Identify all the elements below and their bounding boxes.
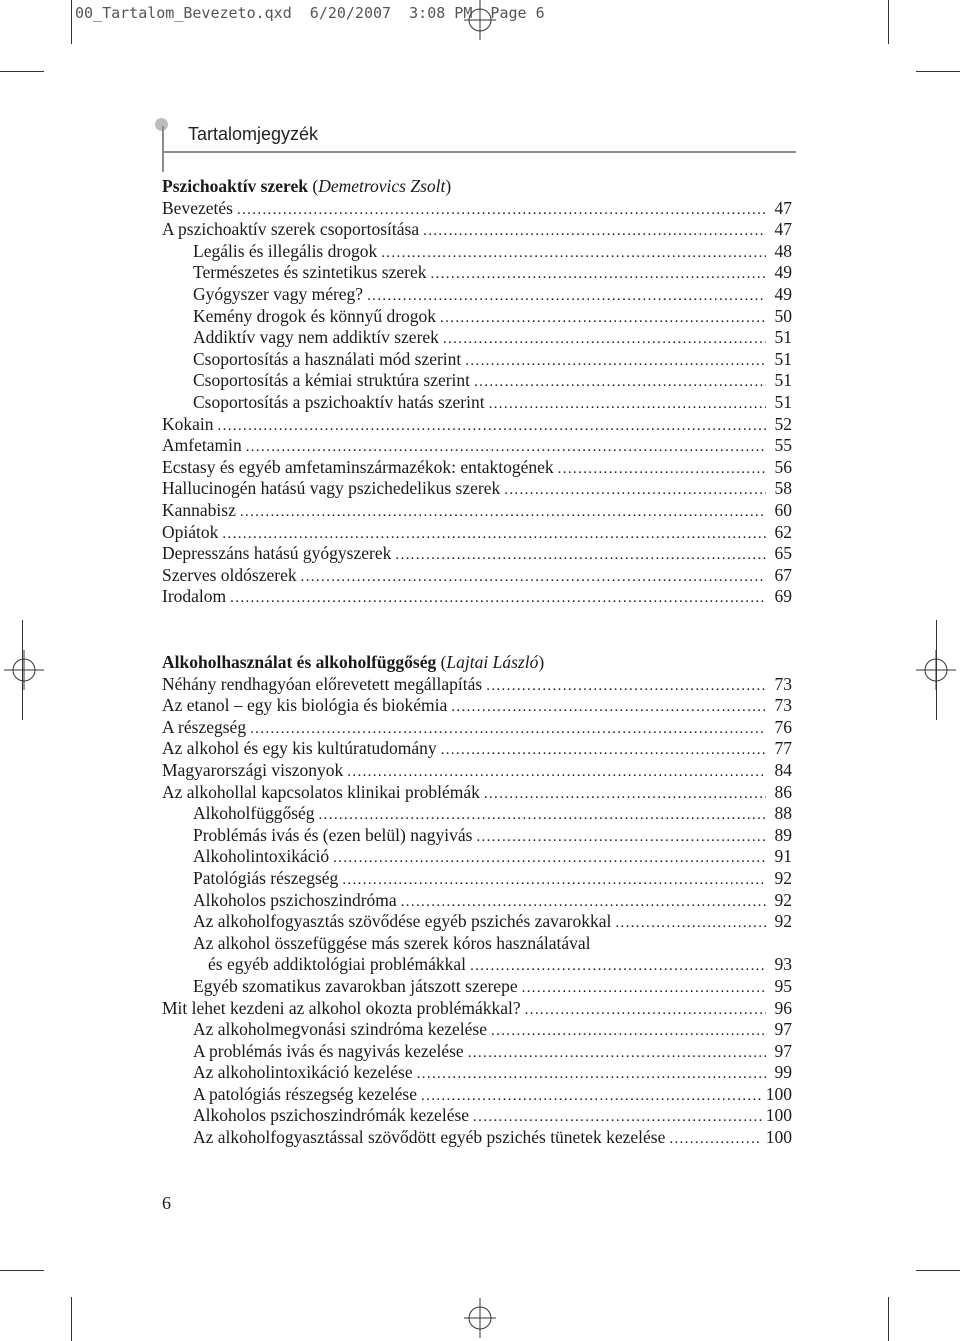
dot-leader — [473, 1107, 762, 1129]
toc-entry-page: 93 — [774, 954, 792, 975]
dot-leader — [417, 1064, 766, 1086]
toc-entry-page: 97 — [774, 1040, 792, 1061]
toc-entry[interactable] — [162, 1019, 792, 1041]
toc-entry[interactable] — [162, 782, 792, 804]
toc-entry-title: Kannabisz — [162, 499, 236, 520]
dot-leader — [470, 956, 766, 978]
dot-leader — [301, 567, 766, 589]
toc-entry-title: Alkoholos pszichoszindrómák kezelése — [193, 1105, 470, 1126]
toc-entry[interactable] — [162, 976, 792, 998]
crop-mark — [888, 1297, 889, 1341]
toc-entry[interactable] — [162, 392, 792, 414]
toc-entry-page: 100 — [765, 1105, 792, 1126]
toc-entry-page: 55 — [774, 435, 792, 456]
toc-entry-page: 52 — [774, 413, 792, 434]
toc-entry-title: Mit lehet kezdeni az alkohol okozta problémákkal? — [162, 997, 521, 1018]
toc-entry-page: 49 — [774, 283, 792, 304]
toc-entry-page: 65 — [774, 543, 792, 564]
toc-entry-title: Természetes és szintetikus szerek — [193, 262, 427, 283]
toc-entry-page: 100 — [765, 1127, 792, 1148]
crop-mark — [71, 1297, 72, 1341]
dot-leader — [430, 264, 766, 286]
toc-entry[interactable] — [162, 327, 792, 349]
toc-entry[interactable] — [162, 890, 792, 912]
toc-entry[interactable] — [162, 717, 792, 739]
toc-entry-title: Az alkohol és egy kis kultúratudomány — [162, 738, 437, 759]
toc-entry[interactable] — [162, 738, 792, 760]
dot-leader — [486, 676, 766, 698]
toc-entry-title: Az alkoholfogyasztás szövődése egyéb pszichés zavarokkal — [193, 911, 612, 932]
toc-entry-page: 86 — [774, 781, 792, 802]
dot-leader — [367, 286, 766, 308]
toc-entry-page: 84 — [774, 759, 792, 780]
dot-leader — [522, 978, 766, 1000]
toc-entry[interactable] — [162, 522, 792, 544]
toc-entry-page: 67 — [774, 564, 792, 585]
toc-entry-title: Az alkoholfogyasztással szövődött egyéb pszichés tünetek kezelése — [193, 1127, 666, 1148]
toc-entry-page: 92 — [774, 867, 792, 888]
toc-entry[interactable] — [162, 1062, 792, 1084]
toc-entry[interactable] — [162, 1041, 792, 1063]
toc-entry-page: 95 — [774, 975, 792, 996]
dot-leader — [423, 221, 766, 243]
dot-leader — [465, 351, 766, 373]
toc-entry[interactable] — [162, 284, 792, 306]
toc-entry-title: Az alkohol összefüggése más szerek kóros használatával — [193, 932, 591, 953]
toc-entry[interactable] — [162, 198, 792, 220]
toc-entry-title: és egyéb addiktológiai problémákkal — [208, 954, 467, 975]
registration-mark-bottom — [460, 1298, 500, 1338]
dot-leader — [451, 697, 766, 719]
dot-leader — [246, 437, 766, 459]
toc-entry-page: 73 — [774, 695, 792, 716]
page-title: Tartalomjegyzék — [188, 124, 319, 144]
toc-entry-title: Alkoholos pszichoszindróma — [193, 889, 397, 910]
toc-entry-page: 88 — [774, 803, 792, 824]
toc-entry-title: A patológiás részegség kezelése — [193, 1083, 418, 1104]
toc-entry-page: 91 — [774, 846, 792, 867]
dot-leader — [474, 372, 766, 394]
toc-entry-title: Egyéb szomatikus zavarokban játszott szerepe — [193, 975, 518, 996]
toc-entry-page: 97 — [774, 1019, 792, 1040]
toc-entry-title: Irodalom — [162, 586, 227, 607]
toc-entry-page: 47 — [774, 219, 792, 240]
toc-entry-title: Szerves oldószerek — [162, 564, 297, 585]
dot-leader — [484, 784, 766, 806]
toc-entry-page: 49 — [774, 262, 792, 283]
toc-section-1 — [162, 176, 792, 608]
toc-entry[interactable] — [162, 500, 792, 522]
crop-mark — [888, 0, 889, 44]
toc-entry-title: Amfetamin — [162, 435, 242, 456]
toc-entry-page: 73 — [774, 673, 792, 694]
toc-entry[interactable] — [162, 1084, 792, 1106]
toc-entry[interactable] — [162, 1105, 792, 1127]
toc-entry[interactable] — [162, 911, 792, 933]
toc-entry[interactable] — [162, 435, 792, 457]
toc-entry-title: Kemény drogok és könnyű drogok — [193, 305, 437, 326]
toc-entry[interactable] — [162, 565, 792, 587]
toc-entry-title: Néhány rendhagyóan előrevetett megállapítás — [162, 673, 483, 694]
toc-entry[interactable] — [162, 954, 792, 976]
toc-entry-page: 96 — [774, 997, 792, 1018]
dot-leader — [230, 588, 766, 610]
toc-entry-title: Bevezetés — [162, 197, 233, 218]
toc-entry-title: Depresszáns hatású gyógyszerek — [162, 543, 392, 564]
toc-entry-title: Csoportosítás a használati mód szerint — [193, 348, 462, 369]
registration-mark-left — [4, 650, 44, 690]
toc-entry[interactable] — [162, 846, 792, 868]
toc-entry-page: 99 — [774, 1062, 792, 1083]
section-author: Demetrovics Zsolt — [318, 176, 446, 196]
toc-section-2 — [162, 652, 792, 1149]
toc-entry[interactable] — [162, 241, 792, 263]
toc-entry[interactable] — [162, 478, 792, 500]
toc-entry[interactable] — [162, 1127, 792, 1149]
file-slug: 00_Tartalom_Bevezeto.qxd 6/20/2007 3:08 PM Page 6 — [75, 4, 545, 22]
toc-entry-title: Patológiás részegség — [193, 867, 339, 888]
toc-entry[interactable] — [162, 998, 792, 1020]
dot-leader — [250, 719, 766, 741]
toc-entry-title: Kokain — [162, 413, 214, 434]
section-heading: Pszichoaktív szerek (Demetrovics Zsolt) — [162, 176, 452, 196]
dot-leader — [347, 762, 766, 784]
toc-entry-title: A problémás ivás és nagyivás kezelése — [193, 1040, 464, 1061]
toc-entry[interactable] — [162, 868, 792, 890]
crop-mark — [916, 71, 960, 72]
dot-leader — [476, 827, 766, 849]
toc-entry-title: A pszichoaktív szerek csoportosítása — [162, 219, 420, 240]
toc-entry[interactable] — [162, 760, 792, 782]
section-author: Lajtai László — [446, 652, 539, 672]
toc-entry-title: Az alkoholintoxikáció kezelése — [193, 1062, 413, 1083]
dot-leader — [222, 524, 766, 546]
toc-entry-title: Gyógyszer vagy méreg? — [193, 283, 364, 304]
dot-leader — [440, 308, 766, 330]
dot-leader — [489, 394, 766, 416]
toc-entry-title: Ecstasy és egyéb amfetaminszármazékok: entaktogének — [162, 456, 554, 477]
dot-leader — [319, 805, 766, 827]
toc-entry-title: Hallucinogén hatású vagy pszichedelikus szerek — [162, 478, 501, 499]
toc-entry-page: 48 — [774, 240, 792, 261]
dot-leader — [342, 870, 766, 892]
header-rule — [162, 151, 796, 153]
toc-entry-page: 47 — [774, 197, 792, 218]
dot-leader — [218, 416, 766, 438]
crop-mark — [71, 0, 72, 44]
header-bar — [162, 126, 164, 172]
toc-entry-page: 92 — [774, 889, 792, 910]
toc-entry-page: 51 — [774, 348, 792, 369]
toc-entry[interactable] — [162, 457, 792, 479]
section-title: Alkoholhasználat és alkoholfüggőség — [162, 652, 437, 672]
toc-entry-title: Csoportosítás a pszichoaktív hatás szerint — [193, 391, 485, 412]
dot-leader — [401, 892, 766, 914]
dot-leader — [525, 1000, 766, 1022]
dot-leader — [558, 459, 766, 481]
toc-entry-title: Az alkoholmegvonási szindróma kezelése — [193, 1019, 487, 1040]
toc-entry-title: Az etanol – egy kis biológia és biokémia — [162, 695, 448, 716]
toc-entry[interactable] — [162, 219, 792, 241]
toc-entry-title: A részegség — [162, 716, 247, 737]
toc-entry-page: 56 — [774, 456, 792, 477]
dot-leader — [333, 848, 766, 870]
toc-entry[interactable] — [162, 695, 792, 717]
toc-entry-page: 77 — [774, 738, 792, 759]
crop-mark — [936, 620, 937, 720]
dot-leader — [441, 740, 766, 762]
registration-mark-top — [460, 0, 500, 40]
toc-entry-page: 76 — [774, 716, 792, 737]
crop-mark — [916, 1270, 960, 1271]
toc-entry-page: 100 — [765, 1083, 792, 1104]
toc-entry-page: 50 — [774, 305, 792, 326]
toc-entry[interactable] — [162, 370, 792, 392]
dot-leader — [381, 243, 766, 265]
toc-entry[interactable] — [162, 933, 792, 955]
toc-entry[interactable] — [162, 803, 792, 825]
toc-entry[interactable] — [162, 349, 792, 371]
toc-entry-page: 58 — [774, 478, 792, 499]
crop-mark — [0, 1270, 44, 1271]
section-heading: Alkoholhasználat és alkoholfüggőség (Lajtai László) — [162, 652, 545, 672]
dot-leader — [504, 480, 766, 502]
toc-entry-page: 69 — [774, 586, 792, 607]
toc-entry-title: Problémás ivás és (ezen belül) nagyivás — [193, 824, 473, 845]
section-title: Pszichoaktív szerek — [162, 176, 308, 196]
toc-entry[interactable] — [162, 414, 792, 436]
toc-entry-page: 51 — [774, 327, 792, 348]
toc-entry-title: Legális és illegális drogok — [193, 240, 378, 261]
toc-entry[interactable] — [162, 825, 792, 847]
toc-entry-page: 51 — [774, 370, 792, 391]
toc-entry-page: 92 — [774, 911, 792, 932]
toc-entry[interactable] — [162, 543, 792, 565]
toc-entry[interactable] — [162, 586, 792, 608]
crop-mark — [22, 620, 23, 720]
dot-leader — [237, 200, 766, 222]
toc-entry-page: 62 — [774, 521, 792, 542]
toc-entry-page: 89 — [774, 824, 792, 845]
toc-entry-title: Csoportosítás a kémiai struktúra szerint — [193, 370, 471, 391]
toc-entry-title: Alkoholfüggőség — [193, 803, 315, 824]
dot-leader — [421, 1086, 762, 1108]
toc-entry[interactable] — [162, 674, 792, 696]
dot-leader — [468, 1043, 766, 1065]
toc-entry-title: Alkoholintoxikáció — [193, 846, 330, 867]
crop-mark — [0, 71, 44, 72]
dot-leader — [669, 1129, 761, 1151]
dot-leader — [240, 502, 766, 524]
toc-entry[interactable] — [162, 306, 792, 328]
toc-entry-page: 51 — [774, 391, 792, 412]
dot-leader — [491, 1021, 766, 1043]
toc-entry-title: Addiktív vagy nem addiktív szerek — [193, 327, 439, 348]
dot-leader — [615, 913, 766, 935]
toc-entry-title: Magyarországi viszonyok — [162, 759, 344, 780]
dot-leader — [395, 545, 766, 567]
page-number: 6 — [162, 1193, 171, 1213]
toc-entry[interactable] — [162, 262, 792, 284]
toc-entry-title: Az alkohollal kapcsolatos klinikai problémák — [162, 781, 480, 802]
toc-entry-title: Opiátok — [162, 521, 219, 542]
toc-entry-page: 60 — [774, 499, 792, 520]
dot-leader — [443, 329, 766, 351]
